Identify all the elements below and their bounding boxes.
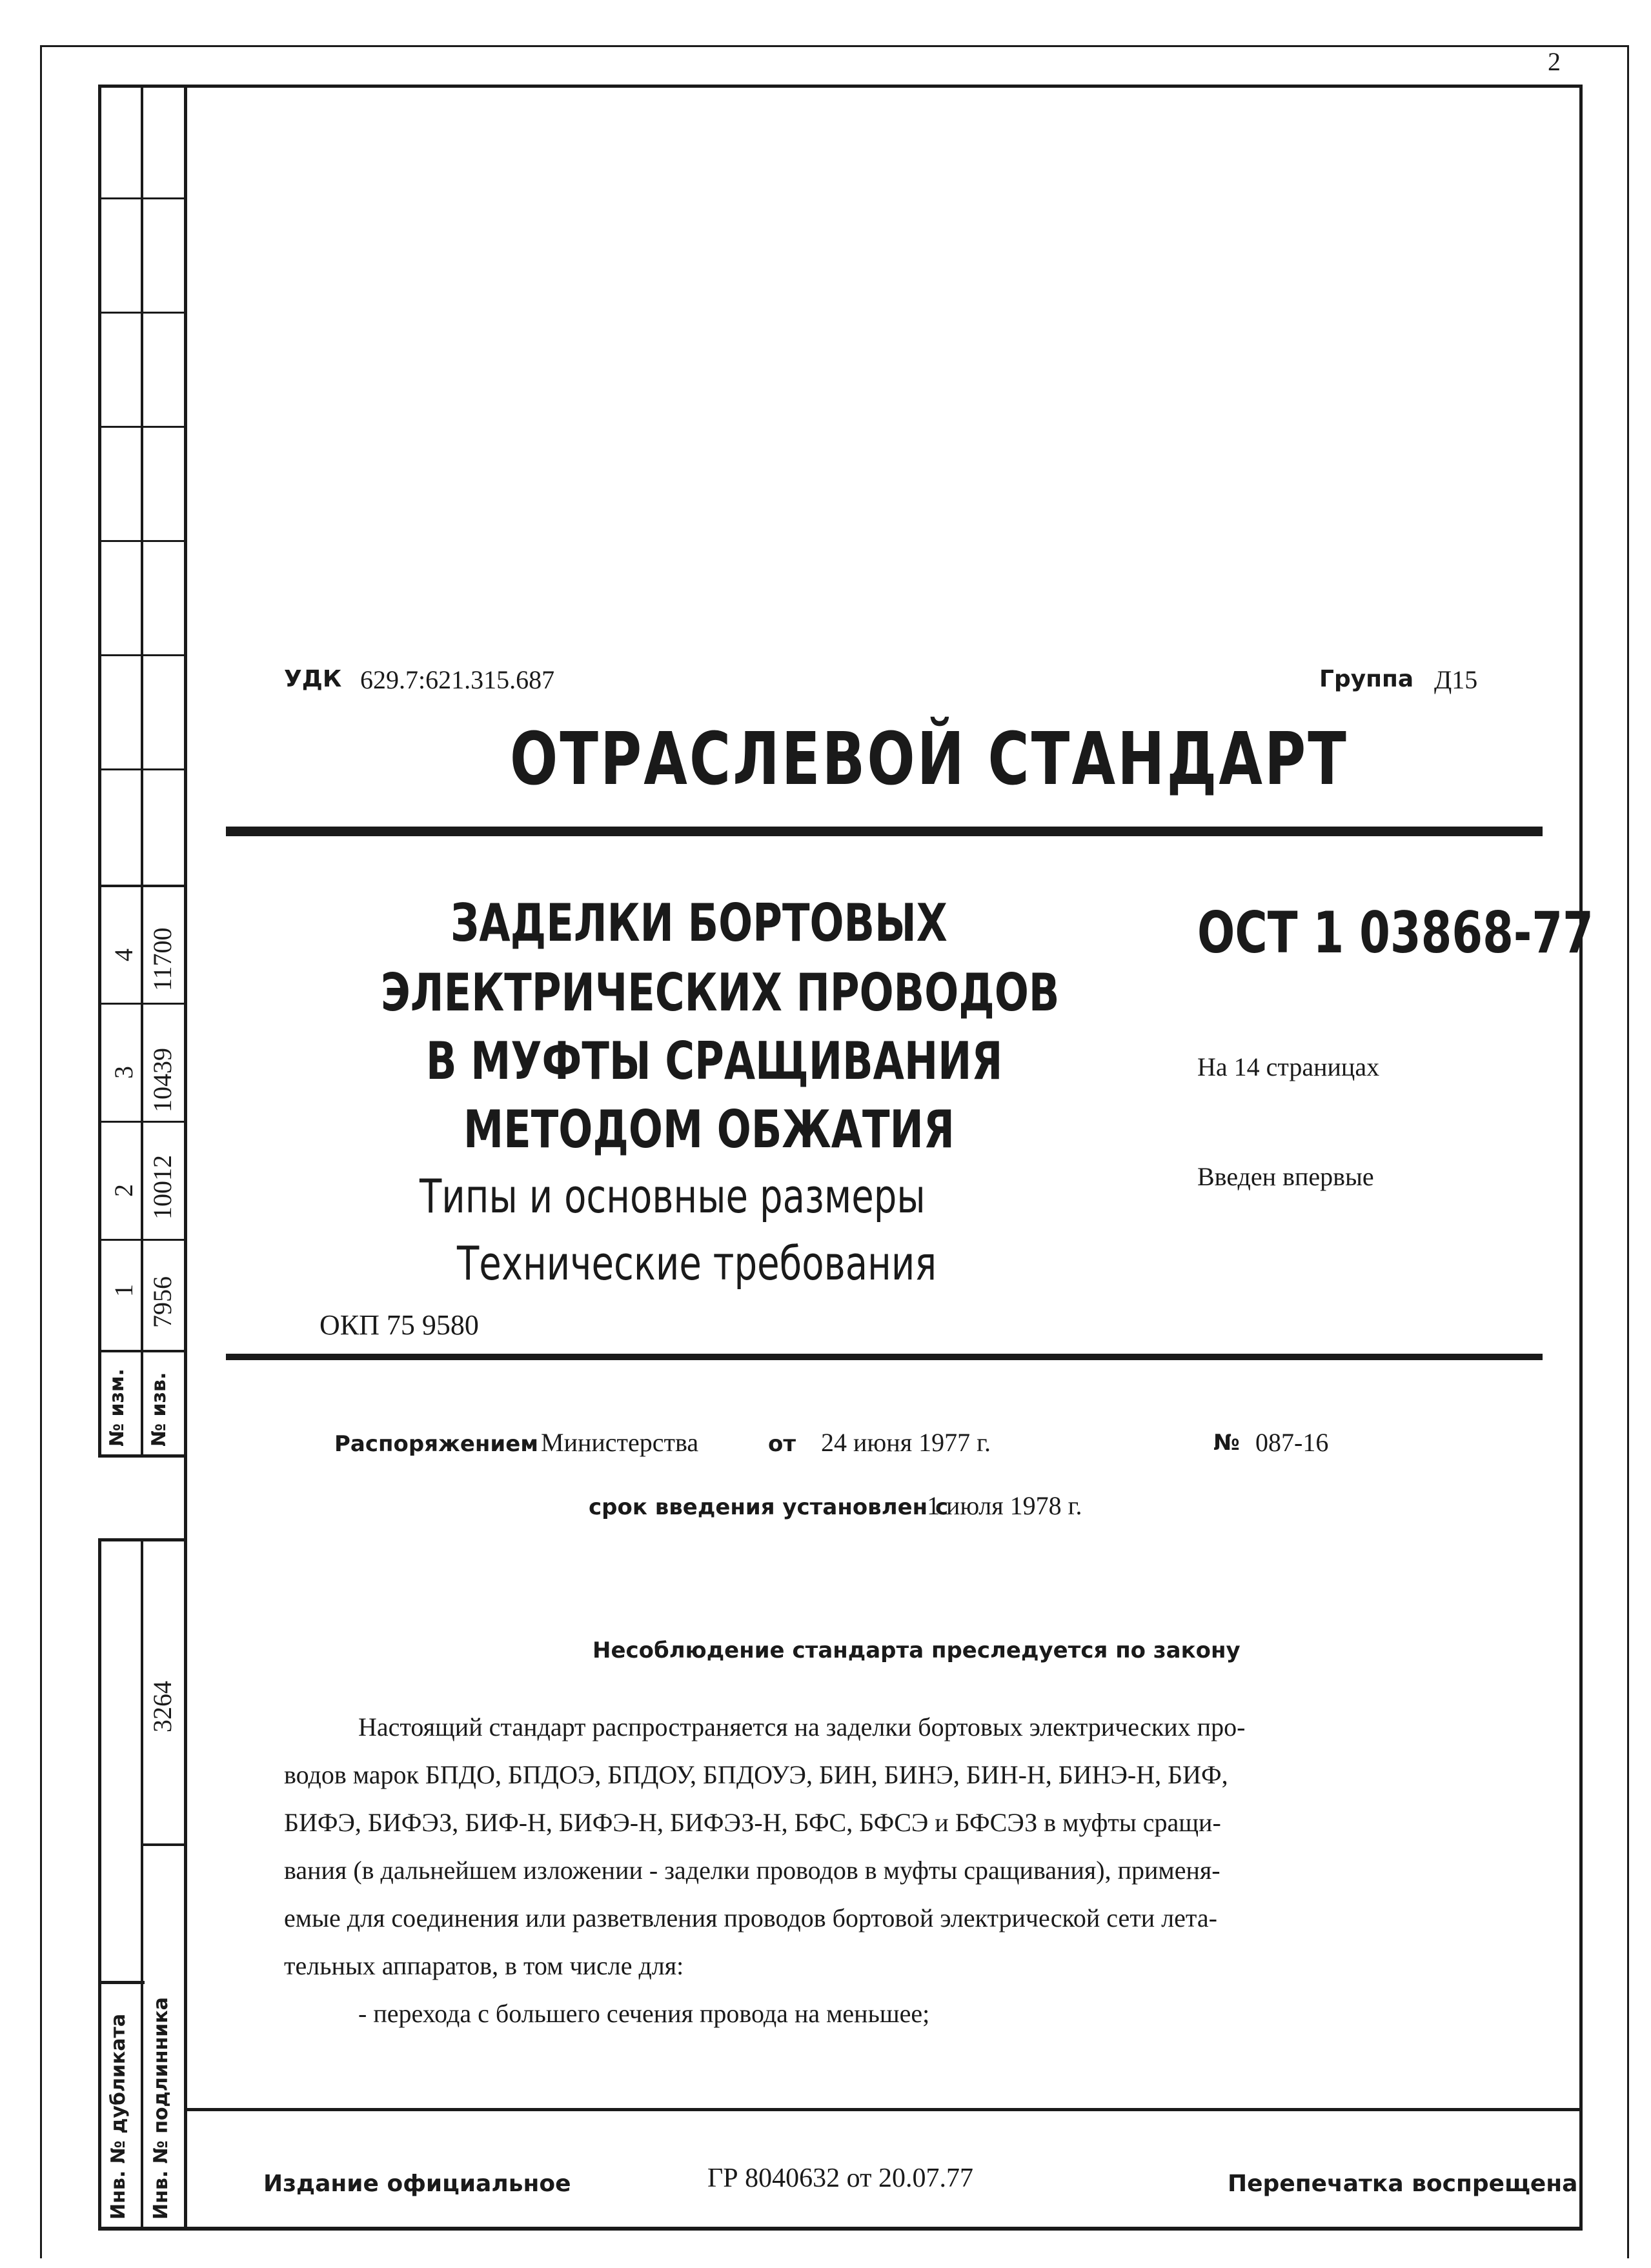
body-line-5: емые для соединения или разветвления проводов бортовой электрической сети лета- <box>284 1903 1217 1932</box>
page-number: 2 <box>1548 47 1561 76</box>
standard-number: ОСТ 1 03868-77 <box>1197 899 1594 966</box>
body-line-2: водов марок БПДО, БПДОЭ, БПДОУ, БПДОУЭ, БИН, БИНЭ, БИН-Н, БИНЭ-Н, БИФ, <box>284 1760 1228 1789</box>
doc-subtitle-line-2: Технические требования <box>457 1236 937 1290</box>
order-number: 087-16 <box>1255 1428 1329 1457</box>
udk-label: УДК <box>284 666 342 692</box>
body-line-6: тельных аппаратов, в том числе для: <box>284 1951 684 1980</box>
outer-frame-right <box>1627 45 1629 2258</box>
body-line-4: вания (в дальнейшем изложении - заделки проводов в муфты сращивания), применя- <box>284 1856 1221 1885</box>
order-date: 24 июня 1977 г. <box>821 1428 991 1457</box>
doc-title-line-4: МЕТОДОМ ОБЖАТИЯ <box>463 1099 955 1159</box>
udk-value: 629.7:621.315.687 <box>360 665 555 694</box>
order-from: от <box>768 1431 796 1457</box>
original-label: Инв. № подлинника <box>150 1997 172 2220</box>
outer-frame-left <box>40 45 42 2258</box>
group-value: Д15 <box>1434 665 1478 694</box>
law-notice: Несоблюдение стандарта преследуется по закону <box>593 1638 1241 1663</box>
header-bottom-rule <box>226 1354 1543 1360</box>
change-col-3: 3 <box>109 1066 138 1079</box>
row-label-change: № изм. <box>106 1369 128 1447</box>
inner-frame-bottom <box>98 2227 1583 2231</box>
inner-frame-right <box>1579 85 1583 2231</box>
doc-title-line-2: ЭЛЕКТРИЧЕСКИХ ПРОВОДОВ <box>381 963 1060 1023</box>
group-label: Группа <box>1319 666 1414 692</box>
change-col-2: 2 <box>109 1184 138 1197</box>
doc-title-line-1: ЗАДЕЛКИ БОРТОВЫХ <box>451 893 947 953</box>
body-line-7: - перехода с большего сечения провода на меньшее; <box>358 1999 930 2028</box>
inner-frame-left <box>184 85 187 2231</box>
okp-code: ОКП 75 9580 <box>319 1309 479 1341</box>
effective-label: срок введения установлен с <box>589 1494 949 1520</box>
row-label-notice: № изв. <box>148 1372 170 1447</box>
original-inventory-number: 3264 <box>148 1681 177 1732</box>
doc-title-line-3: В МУФТЫ СРАЩИВАНИЯ <box>426 1031 1003 1091</box>
order-ministry: Министерства <box>541 1428 699 1457</box>
notice-val-1: 7956 <box>148 1276 177 1328</box>
inner-frame-top <box>98 85 1583 88</box>
notice-val-3: 10439 <box>148 1048 177 1112</box>
intro-note: Введен впервые <box>1197 1162 1374 1191</box>
footer-right: Перепечатка воспрещена <box>1228 2171 1578 2197</box>
notice-val-2: 10012 <box>148 1155 177 1219</box>
effective-date: 1 июля 1978 г. <box>927 1491 1082 1520</box>
footer-center: ГР 8040632 от 20.07.77 <box>707 2163 973 2193</box>
main-title: ОТРАСЛЕВОЙ СТАНДАРТ <box>510 718 1348 801</box>
order-number-label: № <box>1213 1430 1240 1456</box>
outer-frame-top <box>40 45 1629 47</box>
order-label: Распоряжением <box>334 1431 539 1457</box>
duplicate-label: Инв. № дубликата <box>107 2013 130 2220</box>
title-rule <box>226 827 1543 836</box>
footer-rule <box>184 2108 1583 2111</box>
notice-val-4: 11700 <box>148 927 177 991</box>
body-line-3: БИФЭ, БИФЭЗ, БИФ-Н, БИФЭ-Н, БИФЭЗ-Н, БФС, БФСЭ и БФСЭЗ в муфты сращи- <box>284 1808 1221 1837</box>
body-line-1: Настоящий стандарт распространяется на заделки бортовых электрических про- <box>358 1712 1246 1741</box>
pages-note: На 14 страницах <box>1197 1052 1380 1081</box>
change-col-4: 4 <box>109 948 138 961</box>
doc-subtitle-line-1: Типы и основные размеры <box>420 1169 926 1223</box>
footer-left: Издание официальное <box>263 2171 571 2197</box>
change-col-1: 1 <box>109 1284 138 1297</box>
